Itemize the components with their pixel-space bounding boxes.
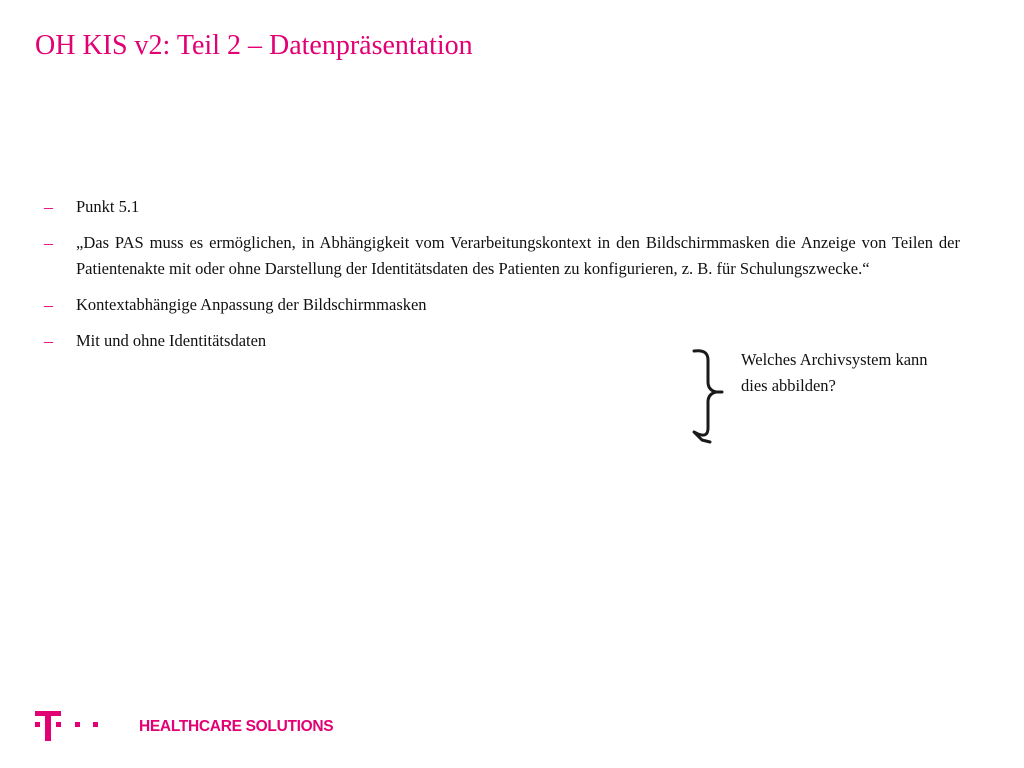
footer [32,708,332,746]
bullet-text: Mit und ohne Identitätsdaten [76,331,267,350]
telekom-t-logo-icon [32,708,104,744]
curly-brace-icon [692,348,728,444]
dash-bullet-icon: – [44,233,53,253]
annotation-text: Welches Archivsystem kann dies abbilden? [741,350,928,395]
bullet-list [44,194,960,364]
dash-bullet-icon: – [44,331,53,351]
dash-bullet-icon: – [44,295,53,315]
bullet-item [44,230,960,282]
brand-name: HEALTHCARE SOLUTIONS [139,718,334,735]
bullet-text: Punkt 5.1 [76,197,140,216]
bullet-text: „Das PAS muss es ermöglichen, in Abhängigkeit vom Verarbeitungskontext in den Bildschirmmasken die Anzeige von Teilen der Patientenakte mit oder ohne Darstellung der Identitätsdaten des Patienten zu konfigurieren, z. B. für Schulungszwecke.“ [76,233,960,278]
bullet-item [44,292,960,318]
bullet-item [44,194,960,220]
bullet-text: Kontextabhängige Anpassung der Bildschirmmasken [76,295,427,314]
slide-title: OH KIS v2: Teil 2 – Datenpräsentation [35,30,473,61]
dash-bullet-icon: – [44,197,53,217]
